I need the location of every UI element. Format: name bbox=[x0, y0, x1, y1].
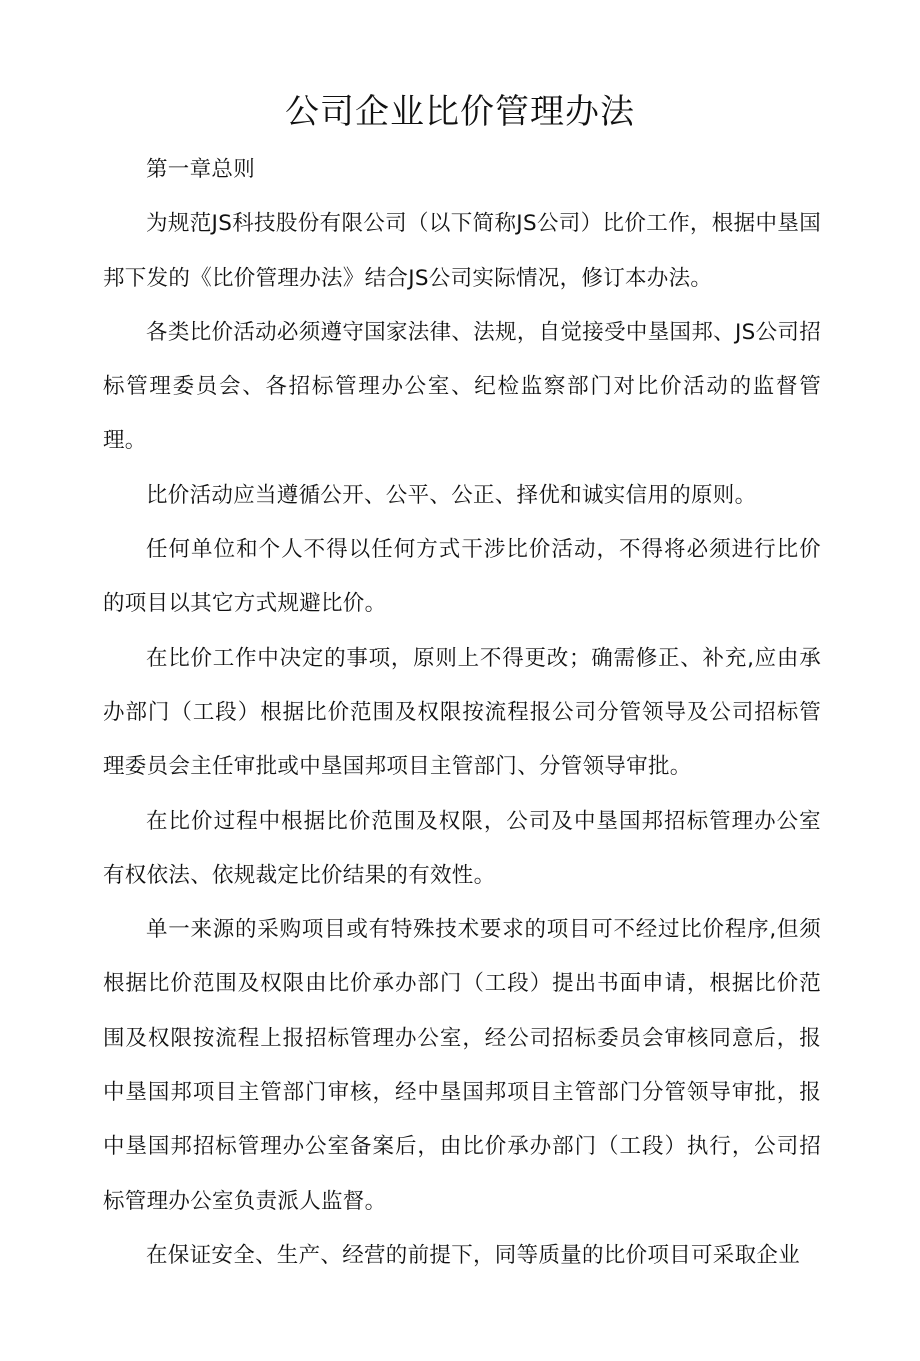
chapter-heading: 第一章总则 bbox=[146, 157, 256, 182]
document-title: 公司企业比价管理办法 bbox=[285, 92, 635, 132]
paragraph: 在比价工作中决定的事项，原则上不得更改；确需修正、补充,应由承办部门（工段）根据比价范围及权限按流程报公司分管领导及公司招标管理委员会主任审批或中垦国邦项目主管部门、分管领导审批。 bbox=[103, 645, 821, 780]
paragraph: 各类比价活动必须遵守国家法律、法规，自觉接受中垦国邦、JS公司招标管理委员会、各招标管理办公室、纪检监察部门对比价活动的监督管理。 bbox=[103, 319, 821, 454]
paragraph: 比价活动应当遵循公开、公平、公正、择优和诚实信用的原则。 bbox=[146, 482, 757, 508]
paragraph: 任何单位和个人不得以任何方式干涉比价活动，不得将必须进行比价的项目以其它方式规避比价。 bbox=[103, 537, 821, 617]
paragraph: 单一来源的采购项目或有特殊技术要求的项目可不经过比价程序,但须根据比价范围及权限由比价承办部门（工段）提出书面申请，根据比价范围及权限按流程上报招标管理办公室，经公司招标委员会审核同意后，报中垦国邦项目主管部门审核，经中垦国邦项目主管部门分管领导审批，报中垦国邦招标管理办公室备案后，由比价承办部门（工段）执行，公司招标管理办公室负责派人监督。 bbox=[103, 917, 821, 1214]
paragraph: 在保证安全、生产、经营的前提下，同等质量的比价项目可采取企业 bbox=[146, 1242, 801, 1268]
paragraph: 在比价过程中根据比价范围及权限，公司及中垦国邦招标管理办公室有权依法、依规裁定比价结果的有效性。 bbox=[103, 808, 821, 888]
document-body bbox=[103, 143, 821, 1283]
paragraph: 为规范JS科技股份有限公司（以下简称JS公司）比价工作，根据中垦国邦下发的《比价管理办法》结合JS公司实际情况，修订本办法。 bbox=[103, 211, 821, 291]
